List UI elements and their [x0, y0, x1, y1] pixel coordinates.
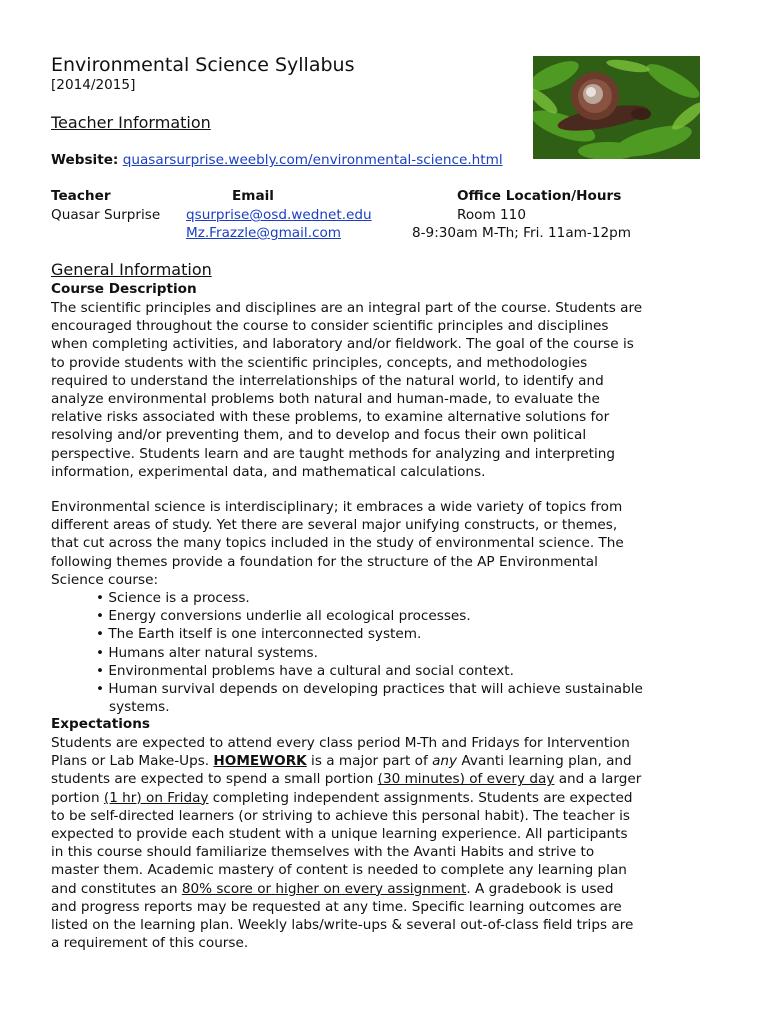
- theme-item: • Human survival depends on developing practices that will achieve sustainable: [96, 681, 643, 698]
- paragraph-line: and progress reports may be requested at any time. Specific learning outcomes are: [51, 898, 622, 915]
- paragraph-line: that cut across the many topics included in the study of environmental science. The: [51, 535, 624, 552]
- themes-list: [96, 589, 643, 716]
- paragraph-line: portion (1 hr) on Friday completing independent assignments. Students are expected: [51, 789, 633, 806]
- paragraph-line: students are expected to spend a small portion (30 minutes) of every day and a larger: [51, 771, 642, 788]
- teacher-info-heading: Teacher Information: [51, 113, 211, 132]
- theme-item: • Environmental problems have a cultural and social context.: [96, 662, 514, 679]
- paragraph-line: encouraged throughout the course to consider scientific principles and disciplines: [51, 318, 609, 335]
- snail-on-leaves-image: [533, 56, 700, 159]
- office-room: Room 110: [457, 207, 526, 223]
- expectations-text: [51, 734, 711, 952]
- expectations-heading: Expectations: [51, 716, 150, 732]
- course-description: [51, 299, 711, 481]
- theme-item-continued: systems.: [109, 699, 170, 716]
- paragraph-line: in this course should familiarize themselves with the Avanti Habits and strive to: [51, 844, 595, 861]
- website-label: Website:: [51, 152, 119, 168]
- paragraph-line: to be self-directed learners (or striving to achieve this personal habit). The teacher is: [51, 807, 630, 824]
- page-title: Environmental Science Syllabus: [51, 54, 355, 76]
- website-link[interactable]: quasarsurprise.weebly.com/environmental-science.html: [122, 152, 503, 168]
- paragraph-line: required to understand the interrelationships of the natural world, to identify and: [51, 372, 604, 389]
- friday-time-emphasis: (1 hr) on Friday: [103, 789, 209, 806]
- email-link-2[interactable]: Mz.Frazzle@gmail.com: [186, 225, 342, 241]
- col-office-header: Office Location/Hours: [457, 188, 622, 204]
- paragraph-line: Environmental science is interdisciplinary; it embraces a wide variety of topics from: [51, 499, 623, 515]
- paragraph-line: perspective. Students learn and are taught methods for analyzing and interpreting: [51, 445, 616, 462]
- paragraph-line: Science course:: [51, 571, 159, 588]
- paragraph-line: information, experimental data, and mathematical calculations.: [51, 463, 486, 480]
- score-emphasis: 80% score or higher on every assignment: [181, 880, 467, 897]
- paragraph-line: following themes provide a foundation for the structure of the AP Environmental: [51, 553, 598, 570]
- theme-item: • The Earth itself is one interconnected system.: [96, 626, 422, 643]
- col-email-header: Email: [232, 188, 274, 204]
- paragraph-line: Plans or Lab Make-Ups. HOMEWORK is a major part of any Avanti learning plan, and: [51, 753, 632, 770]
- paragraph-line: a requirement of this course.: [51, 935, 249, 952]
- col-teacher-header: Teacher: [51, 188, 111, 204]
- theme-item: • Humans alter natural systems.: [96, 644, 318, 661]
- daily-time-emphasis: (30 minutes) of every day: [377, 771, 555, 788]
- snail-photo: [533, 56, 700, 159]
- theme-item: • Science is a process.: [96, 590, 250, 606]
- paragraph-line: expected to provide each student with a unique learning experience. All participants: [51, 826, 628, 843]
- paragraph-line: different areas of study. Yet there are several major unifying constructs, or themes,: [51, 517, 618, 534]
- paragraph-line: when completing activities, and laboratory and/or fieldwork. The goal of the course is: [51, 336, 634, 353]
- theme-item: • Energy conversions underlie all ecological processes.: [96, 608, 471, 625]
- website-row: [51, 151, 503, 169]
- paragraph-line: and constitutes an 80% score or higher on every assignment. A gradebook is used: [51, 880, 614, 897]
- paragraph-line: resolving and/or preventing them, and to develop and focus their own political: [51, 427, 587, 444]
- paragraph-line: relative risks associated with these problems, to examine alternative solutions for: [51, 409, 610, 426]
- paragraph-line: listed on the learning plan. Weekly labs/write-ups & several out-of-class field trips are: [51, 917, 634, 934]
- school-year: [2014/2015]: [51, 77, 136, 93]
- office-hours: 8-9:30am M-Th; Fri. 11am-12pm: [412, 225, 631, 241]
- paragraph-line: analyze environmental problems both natural and human-made, to evaluate the: [51, 391, 600, 408]
- paragraph-line: The scientific principles and disciplines are an integral part of the course. Students are: [51, 300, 643, 316]
- paragraph-line: Students are expected to attend every class period M-Th and Fridays for Intervention: [51, 735, 630, 751]
- teacher-name: Quasar Surprise: [51, 207, 161, 223]
- paragraph-line: to provide students with the scientific principles, concepts, and methodologies: [51, 354, 588, 371]
- themes-intro: [51, 498, 711, 589]
- general-info-heading: General Information: [51, 260, 212, 279]
- homework-emphasis: HOMEWORK: [213, 753, 307, 770]
- email-link-1[interactable]: qsurprise@osd.wednet.edu: [186, 207, 372, 223]
- paragraph-line: master them. Academic mastery of content is needed to complete any learning plan: [51, 862, 627, 879]
- course-description-heading: Course Description: [51, 281, 197, 297]
